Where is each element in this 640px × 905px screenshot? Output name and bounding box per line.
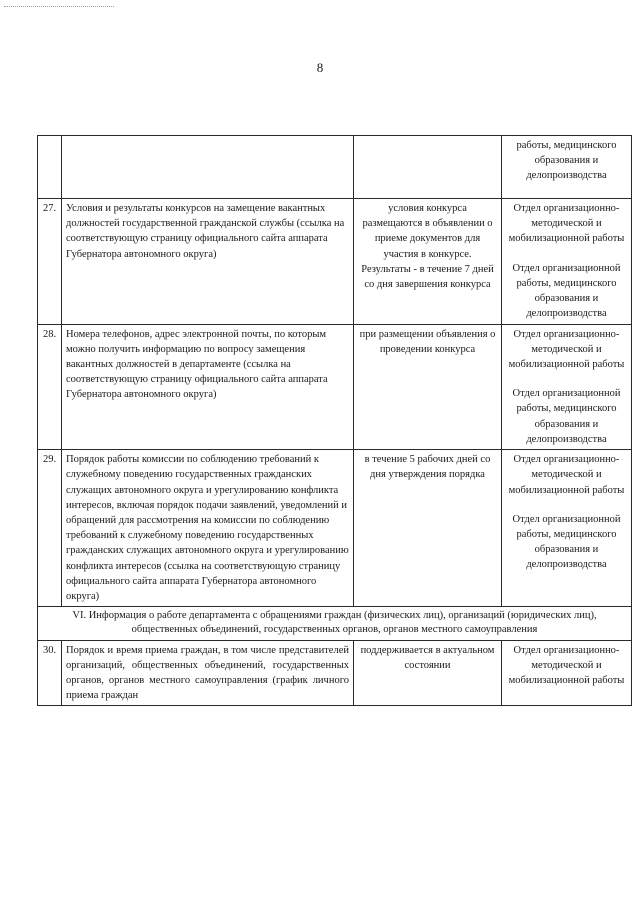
responsible-dept: Отдел организационно-методической и мобилизационной работы: [508, 644, 625, 687]
row-responsible: [502, 199, 632, 325]
row-term: при размещении объявления о проведении конкурса: [354, 324, 502, 450]
page-number: 8: [316, 60, 324, 75]
table-row: [38, 199, 632, 325]
row-number: [38, 136, 62, 199]
table-row: [38, 640, 632, 706]
row-content: Условия и результаты конкурсов на замещение вакантных должностей государственной гражданской службы (ссылка на соответствующую страницу официального сайта аппарата Губернатора автономного округа): [62, 199, 354, 325]
row-number: 29.: [38, 450, 62, 607]
responsible-dept: работы, медицинского образования и делопроизводства: [516, 140, 617, 182]
responsible-dept: Отдел организационной работы, медицинского образования и делопроизводства: [512, 513, 621, 571]
scan-artifact: [4, 6, 114, 8]
row-term: поддерживается в актуальном состоянии: [354, 640, 502, 706]
table-row: [38, 136, 632, 199]
row-responsible: [502, 640, 632, 706]
row-responsible: [502, 450, 632, 607]
row-term: в течение 5 рабочих дней со дня утверждения порядка: [354, 450, 502, 607]
row-term: условия конкурса размещаются в объявлении о приеме документов для участия в конкурсе. Результаты - в течение 7 дней со дня завершения конкурса: [354, 199, 502, 325]
section-heading-row: [38, 607, 632, 640]
responsible-dept: Отдел организационной работы, медицинского образования и делопроизводства: [512, 262, 621, 320]
table-row: [38, 324, 632, 450]
responsible-dept: Отдел организационной работы, медицинского образования и делопроизводства: [512, 388, 621, 445]
row-number: 27.: [38, 199, 62, 325]
row-content: Номера телефонов, адрес электронной почты, по которым можно получить информацию по вопросу замещения вакантных должностей в департаменте (ссылка на соответствующую страницу официального сайта аппарата Губернатора автономного округа): [62, 324, 354, 450]
table-row: [38, 450, 632, 607]
row-content: Порядок работы комиссии по соблюдению требований к служебному поведению государственных гражданских служащих автономного округа и урегулированию конфликта интересов, включая порядок подачи заявлений, уведомлений и обращений для рассмотрения на комиссии по соблюдению требований к служебному поведению государственных гражданских служащих автономного округа и урегулированию конфликта интересов (ссылка на соответствующую страницу официального сайта аппарата Губернатора автономного округа): [62, 450, 354, 607]
responsible-dept: Отдел организационно-методической и мобилизационной работы: [508, 203, 625, 245]
row-term: [354, 136, 502, 199]
row-number: 30.: [38, 640, 62, 706]
row-responsible: [502, 324, 632, 450]
responsible-dept: Отдел организационно-методической и мобилизационной работы: [508, 328, 625, 370]
row-content: [62, 136, 354, 199]
information-table: [37, 135, 632, 706]
row-number: 28.: [38, 324, 62, 450]
responsible-dept: Отдел организационно-методической и мобилизационной работы: [508, 454, 625, 496]
row-responsible: [502, 136, 632, 199]
section-heading: VI. Информация о работе департамента с обращениями граждан (физических лиц), организаций (юридических лиц), общественных объединений, государственных органов, органов местного самоуправления: [38, 607, 632, 640]
row-content: Порядок и время приема граждан, в том числе представителей организаций, общественных объединений, государственных органов, органов местного самоуправления (график личного приема граждан: [62, 640, 354, 706]
